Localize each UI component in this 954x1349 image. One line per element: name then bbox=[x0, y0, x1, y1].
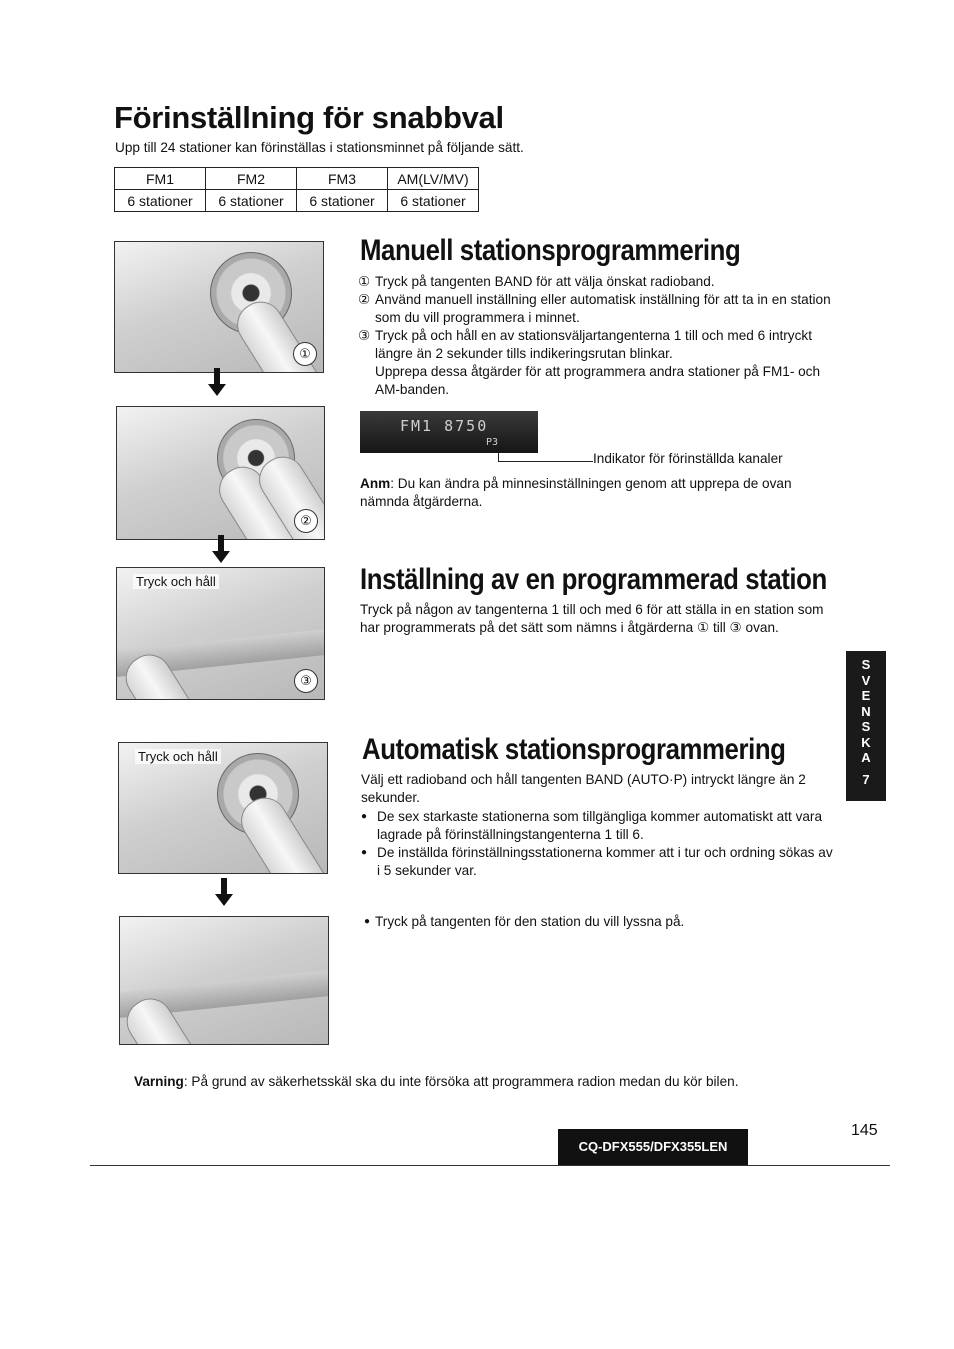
list-item bbox=[358, 273, 833, 291]
manual-repeat: Upprepa dessa åtgärder för att programmera andra stationer på FM1- och AM-banden. bbox=[375, 364, 821, 397]
auto-bullets bbox=[361, 808, 835, 880]
list-item: ● De inställda förinställningsstationerna kommer att i tur och ordning sökas av i 5 sekunder var. bbox=[361, 844, 835, 880]
manual-steps bbox=[358, 273, 833, 399]
indicator-label: Indikator för förinställda kanaler bbox=[593, 451, 783, 466]
step-number: ① bbox=[358, 274, 371, 289]
tuning-title: Inställning av en programmerad station bbox=[360, 563, 827, 596]
step-number: ③ bbox=[358, 328, 371, 343]
side-tab-number: 7 bbox=[862, 771, 870, 787]
preset-title: Förinställning för snabbval bbox=[114, 100, 504, 135]
arrow-down-icon bbox=[212, 551, 230, 563]
model-badge bbox=[558, 1129, 748, 1165]
step-text: Tryck på och håll en av stationsväljartangenterna 1 till och med 6 intryckt längre än 2 sekunder tills indikeringsrutan blinkar. bbox=[375, 328, 812, 361]
arrow-down-icon bbox=[215, 894, 233, 906]
step-marker: ③ bbox=[294, 669, 318, 693]
auto-text: Välj ett radioband och håll tangenten BAND (AUTO·P) intryckt längre än 2 sekunder. bbox=[361, 772, 806, 805]
table-row bbox=[115, 190, 479, 212]
warning-label: Varning bbox=[134, 1074, 184, 1089]
figure-preset-hold bbox=[116, 567, 325, 700]
side-tab-letter: A bbox=[861, 750, 871, 765]
arrow-down-icon bbox=[208, 384, 226, 396]
figure-auto-band-hold bbox=[118, 742, 328, 874]
note-text: : Du kan ändra på minnesinställningen genom att upprepa de ovan nämnda åtgärderna. bbox=[360, 476, 792, 509]
side-tab-letter: S bbox=[861, 719, 871, 734]
note-label: Anm bbox=[360, 476, 391, 491]
warning bbox=[134, 1073, 834, 1091]
table-cell: 6 stationer bbox=[206, 190, 297, 212]
model-text: CQ-DFX555/DFX355LEN bbox=[578, 1139, 728, 1154]
side-tab-letters bbox=[860, 657, 872, 766]
display-preset: P3 bbox=[486, 437, 499, 448]
footer-rule bbox=[90, 1165, 890, 1166]
radio-display bbox=[360, 411, 538, 453]
hold-label: Tryck och håll bbox=[133, 574, 219, 589]
side-tab-letter: N bbox=[861, 703, 871, 719]
table-cell: 6 stationer bbox=[388, 190, 479, 212]
manual-note bbox=[360, 475, 834, 511]
language-side-tab bbox=[846, 651, 886, 801]
auto-bullet-2 bbox=[364, 913, 834, 931]
figure-band-press bbox=[114, 241, 324, 373]
side-tab-letter: E bbox=[861, 688, 871, 703]
auto-title: Automatisk stationsprogrammering bbox=[362, 733, 786, 766]
page-number: 145 bbox=[851, 1122, 878, 1139]
figure-preset-select bbox=[119, 916, 329, 1045]
list-item: ● De sex starkaste stationerna som tillgängliga kommer automatiskt att vara lagrade på förinställningstangenterna 1 till 6. bbox=[361, 808, 835, 844]
table-cell: 6 stationer bbox=[297, 190, 388, 212]
preset-intro: Upp till 24 stationer kan förinställas i stationsminnet på följande sätt. bbox=[115, 140, 524, 155]
step-text: Tryck på tangenten BAND för att välja önskat radioband. bbox=[375, 274, 715, 289]
indicator-leader bbox=[498, 461, 593, 462]
step-text: Använd manuell inställning eller automatisk inställning för att ta in en station som du vill programmera i minnet. bbox=[375, 292, 831, 325]
display-text: FM1 8750 bbox=[400, 417, 489, 435]
list-item bbox=[358, 327, 833, 363]
step-marker: ② bbox=[294, 509, 318, 533]
side-tab-letter: S bbox=[861, 657, 871, 672]
side-tab-letter: K bbox=[861, 734, 871, 750]
side-tab-letter: V bbox=[861, 672, 871, 688]
table-header-fm2: FM2 bbox=[206, 168, 297, 190]
band-table bbox=[114, 167, 479, 212]
step-marker: ① bbox=[293, 342, 317, 366]
tuning-text: Tryck på någon av tangenterna 1 till och med 6 för att ställa in en station som har programmerats på det sätt som nämns i åtgärderna ① till ③ ovan. bbox=[360, 602, 824, 635]
step-number: ② bbox=[358, 292, 371, 307]
table-header-fm3: FM3 bbox=[297, 168, 388, 190]
manual-title: Manuell stationsprogrammering bbox=[360, 234, 741, 267]
warning-text: : På grund av säkerhetsskäl ska du inte försöka att programmera radion medan du kör bilen. bbox=[183, 1074, 739, 1089]
table-row bbox=[115, 168, 479, 190]
table-cell: 6 stationer bbox=[115, 190, 206, 212]
list-item bbox=[358, 291, 833, 327]
list-item: ● Tryck på tangenten för den station du vill lyssna på. bbox=[364, 913, 834, 931]
table-header-fm1: FM1 bbox=[115, 168, 206, 190]
figure-manual-tuning bbox=[116, 406, 325, 540]
table-header-am: AM(LV/MV) bbox=[388, 168, 479, 190]
hold-label: Tryck och håll bbox=[135, 749, 221, 764]
